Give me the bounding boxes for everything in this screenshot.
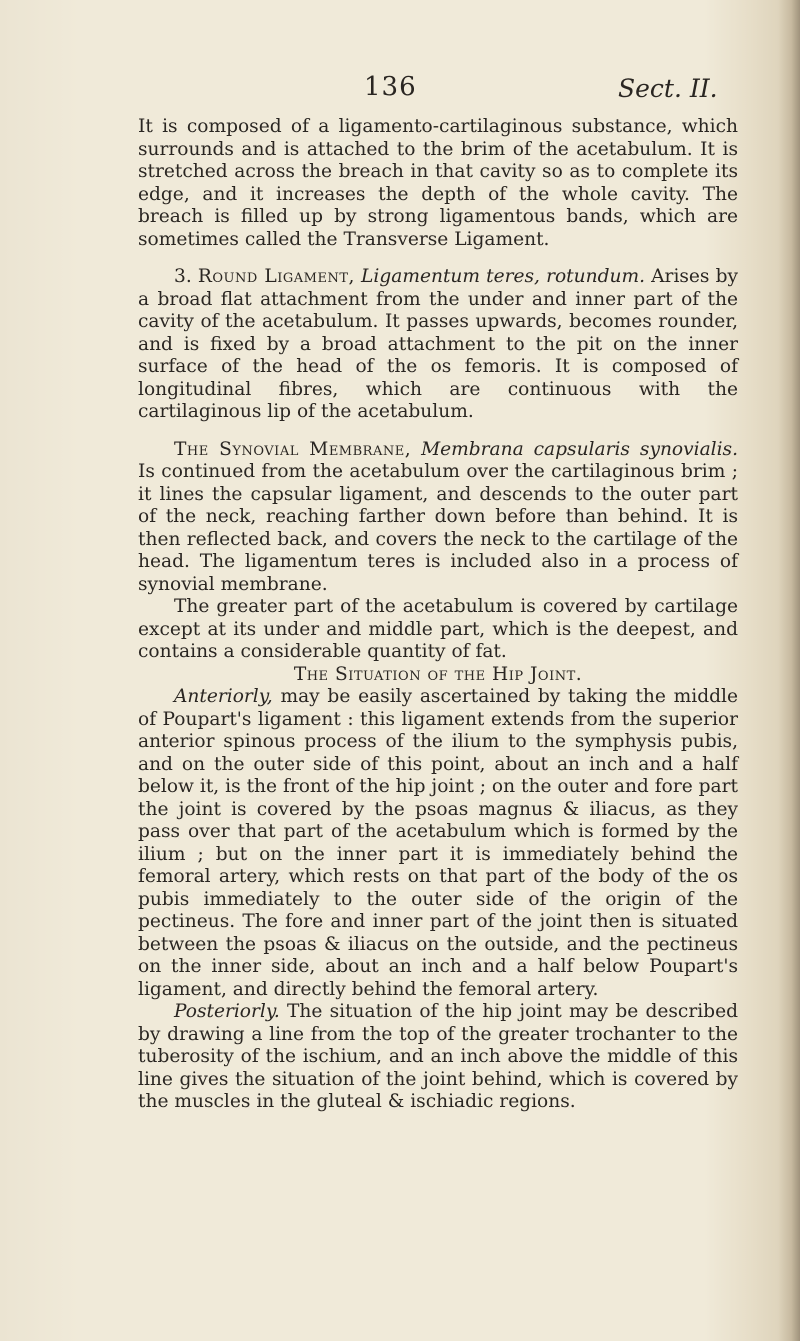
paragraph-text: may be easily ascertained by taking the middle of Poupart's ligament : this ligament extends from the superior anterior spinous process of the ilium to the symphysis pubis, and on the outer side of this point, about an inch and a half below it, is the front of the hip joint ; on the outer and fore part the joint is covered by the psoas magnus & iliacus, as they pass over that part of the acetabulum which is formed by the ilium ; but on the inner part it is immediately behind the femoral artery, which rests on that part of the body of the os pubis immediately to the outer side of the origin of the pectineus. The fore and inner part of the joint then is situated between the psoas & iliacus on the outside, and the pectineus on the inner side, about an inch and a half below Poupart's ligament, and directly behind the femoral artery. (138, 686, 738, 1000)
lead-term: Posteriorly. (174, 1001, 280, 1022)
running-header (0, 72, 800, 112)
paragraph-posteriorly (138, 1001, 738, 1114)
paragraph-synovial-membrane (138, 439, 738, 597)
paragraph-number: 3. (174, 266, 192, 287)
term-round-ligament: Round Ligament, (197, 266, 355, 287)
paragraph-text: Arises by a broad flat attachment from the under and inner part of the cavity of the acetabulum. It passes upwards, becomes rounder, and is fixed by a broad attachment to the pit on the inner surface of the head of the os femoris. It is composed of longitudinal fibres, which are continuous with the cartilaginous lip of the acetabulum. (138, 266, 738, 422)
term-synovial-membrane: The Synovial Membrane, (174, 438, 412, 460)
body-text (138, 116, 738, 1114)
page-number: 136 (364, 72, 417, 102)
section-heading: The Situation of the Hip Joint. (293, 663, 583, 685)
paragraph-anteriorly (138, 686, 738, 1001)
latin-term: Ligamentum teres, rotundum. (361, 266, 645, 287)
paragraph-acetabulum-cartilage: The greater part of the acetabulum is covered by cartilage except at its under and middle part, which is the deepest, and contains a considerable quantity of fat. (138, 596, 738, 662)
latin-term: Membrana capsularis synovialis. (421, 438, 738, 460)
paragraph-round-ligament (138, 266, 738, 424)
page-edge-shadow (778, 0, 800, 1341)
paragraph-composition: It is composed of a ligamento-cartilaginous substance, which surrounds and is attached to the brim of the acetabulum. It is stretched across the breach in that cavity so as to complete its edge, and it increases the depth of the whole cavity. The breach is filled up by strong ligamentous bands, which are sometimes called the Transverse Ligament. (138, 116, 738, 250)
lead-term: Anteriorly, (174, 686, 273, 707)
paragraph-text: Is continued from the acetabulum over the cartilaginous brim ; it lines the capsular ligament, and descends to the outer part of the neck, reaching farther down before than behind. It is then reflected back, and covers the neck to the cartilage of the head. The ligamentum teres is included also in a process of synovial membrane. (138, 461, 738, 595)
section-mark: Sect. II. (618, 74, 718, 103)
paragraph-text: The situation of the hip joint may be described by drawing a line from the top of the greater trochanter to the tuberosity of the ischium, and an inch above the middle of this line gives the situation of the joint behind, which is covered by the muscles in the gluteal & ischiadic regions. (138, 1001, 738, 1112)
